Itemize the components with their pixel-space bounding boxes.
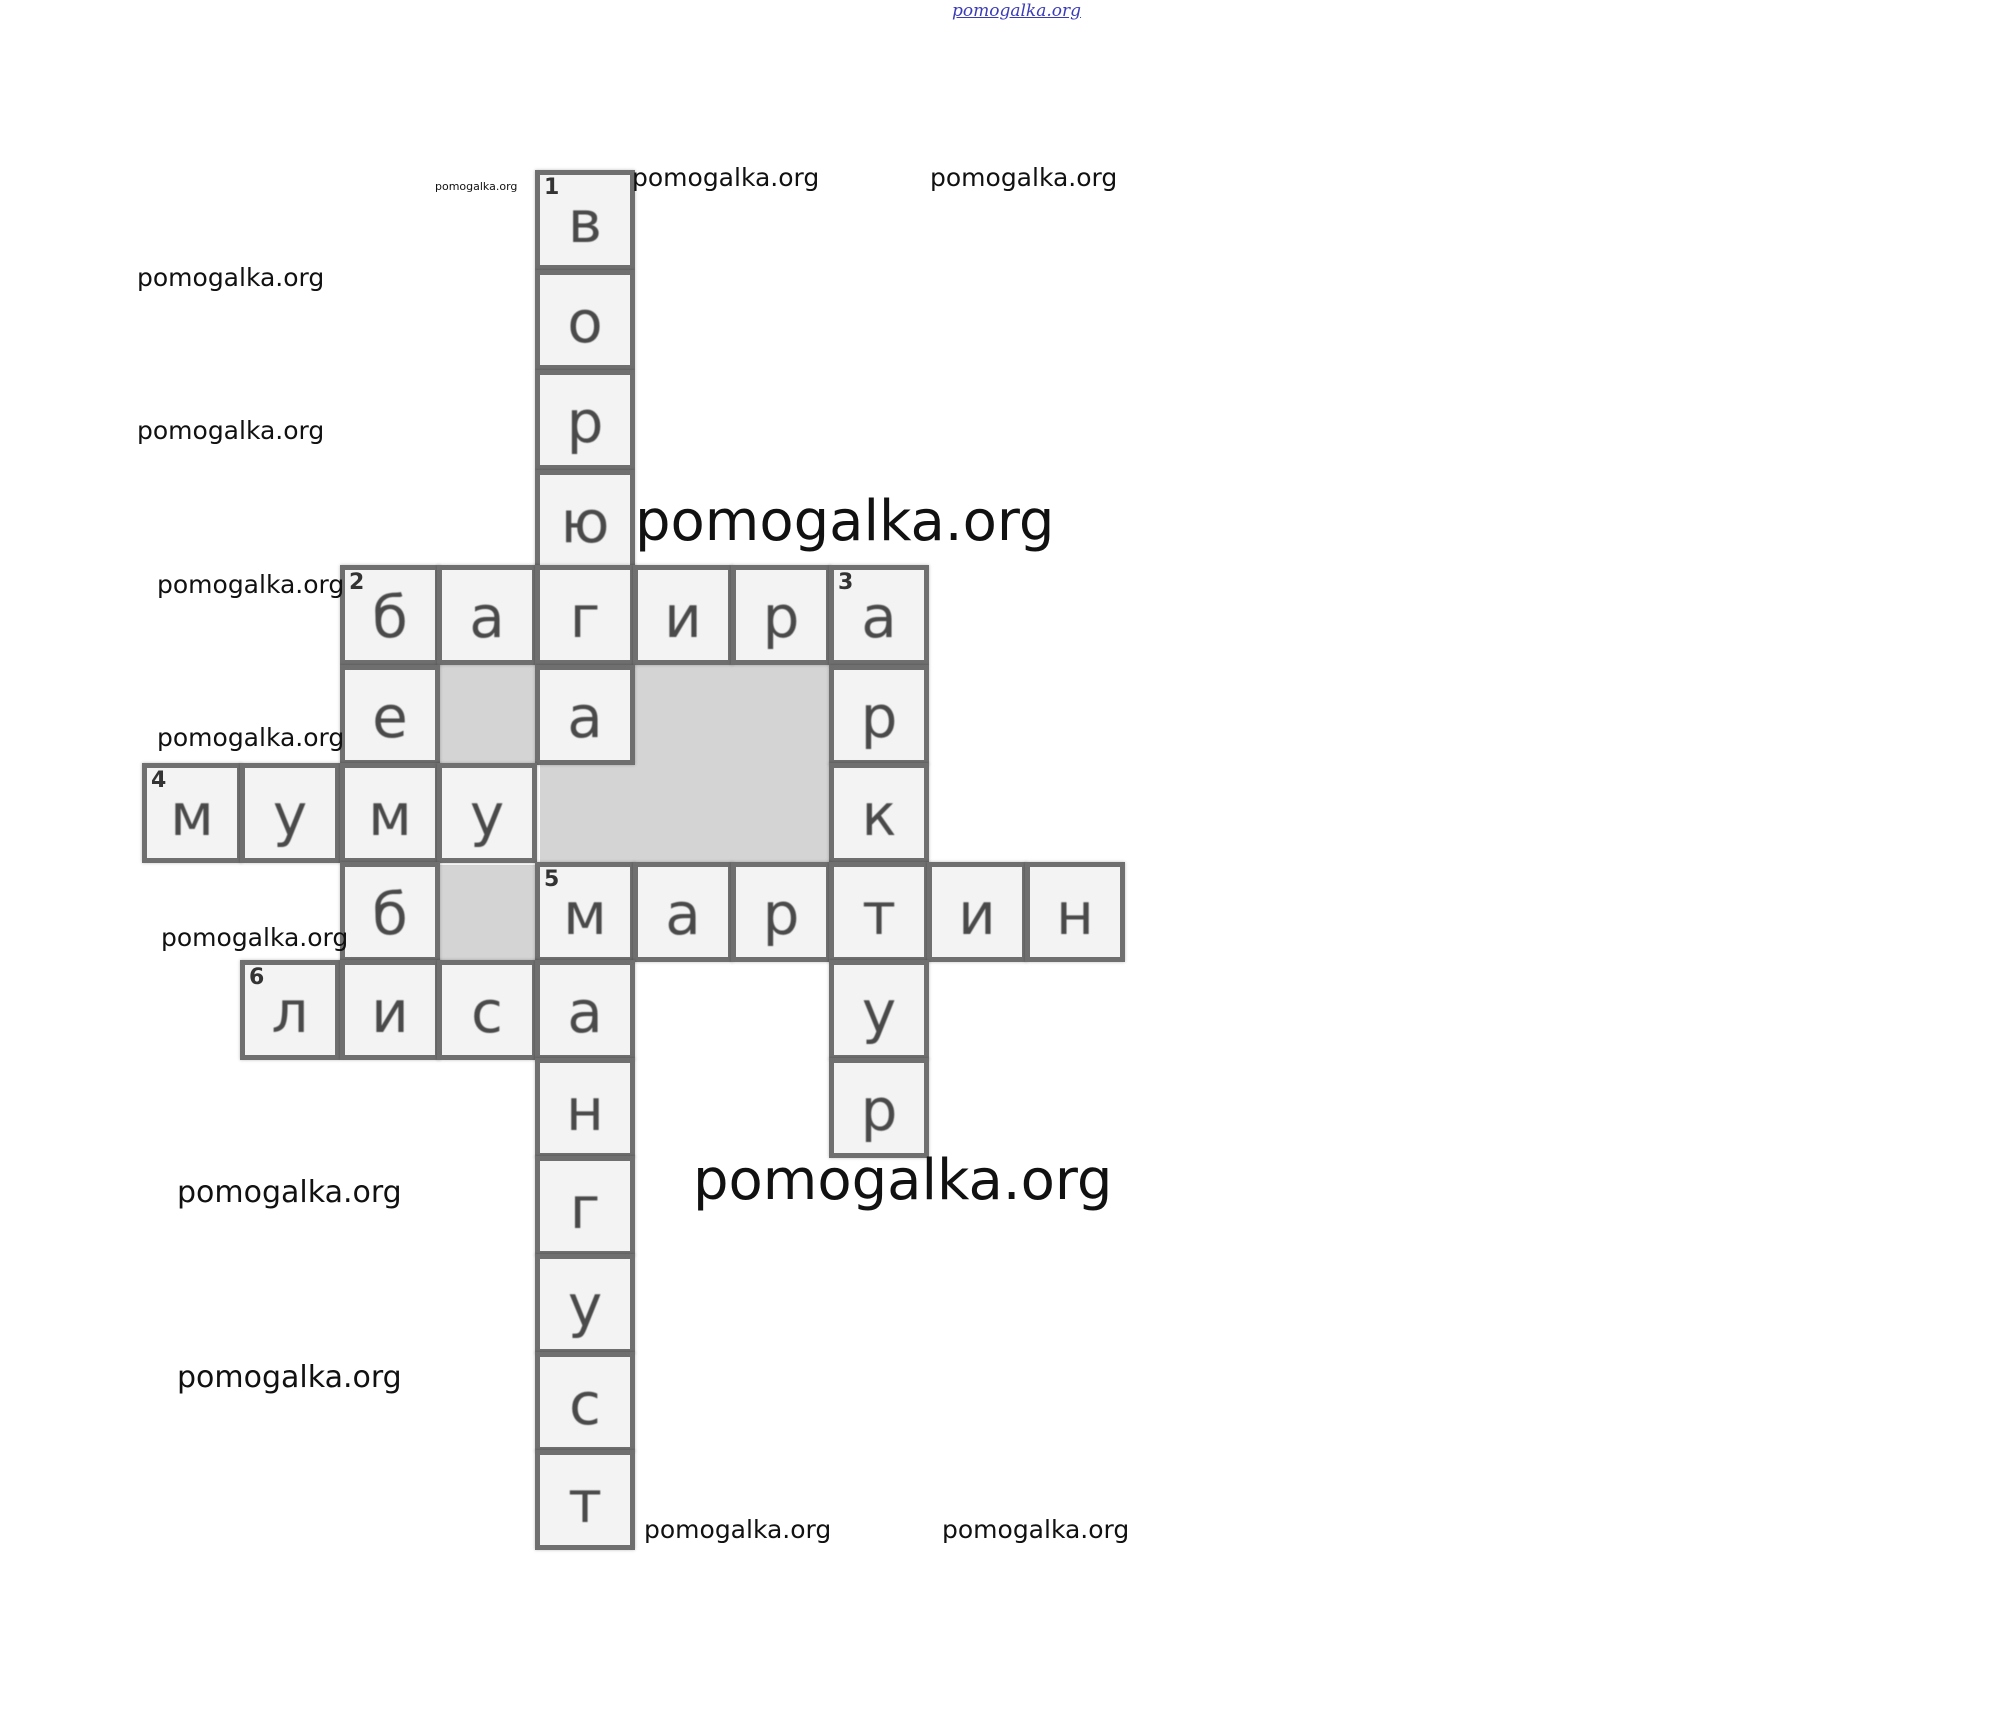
crossword-cell — [829, 565, 929, 665]
cell-letter: и — [958, 880, 996, 948]
crossword-cell — [535, 960, 635, 1060]
crossword-cell — [437, 960, 537, 1060]
watermark: pomogalka.org — [635, 489, 1055, 554]
crossword-cell — [535, 1450, 635, 1550]
shaded-area-1 — [440, 665, 540, 765]
watermark: pomogalka.org — [177, 1360, 402, 1395]
crossword-cell — [535, 862, 635, 962]
cell-letter: а — [861, 583, 897, 651]
cell-letter: а — [567, 978, 603, 1046]
crossword-cell — [535, 565, 635, 665]
crossword-cell — [829, 960, 929, 1060]
cell-letter: р — [860, 683, 898, 751]
crossword-cell — [535, 1254, 635, 1354]
shaded-area-3 — [540, 765, 640, 865]
crossword-cell — [535, 370, 635, 470]
shaded-area-2 — [635, 665, 830, 865]
cell-letter: у — [469, 781, 505, 849]
crossword-cell — [340, 960, 440, 1060]
cell-letter: р — [762, 583, 800, 651]
cell-letter: у — [861, 978, 897, 1046]
cell-letter: в — [567, 188, 603, 256]
watermark: pomogalka.org — [942, 1515, 1130, 1544]
watermark: pomogalka.org — [693, 1148, 1113, 1213]
crossword-cell — [437, 763, 537, 863]
cell-letter: к — [861, 781, 897, 849]
crossword-cell — [340, 763, 440, 863]
crossword-cell — [1025, 862, 1125, 962]
watermark-link-top[interactable]: pomogalka.org — [952, 1, 1082, 21]
crossword-cell — [535, 470, 635, 570]
crossword-cell — [535, 170, 635, 270]
cell-letter: г — [569, 583, 601, 651]
clue-number: 6 — [249, 965, 265, 990]
cell-letter: л — [271, 978, 309, 1046]
crossword-cell — [633, 862, 733, 962]
cell-letter: а — [469, 583, 505, 651]
cell-letter: а — [567, 683, 603, 751]
crossword-cell — [240, 763, 340, 863]
clue-number: 2 — [349, 570, 365, 595]
watermark: pomogalka.org — [161, 923, 349, 952]
cell-letter: м — [563, 880, 607, 948]
cell-letter: ю — [560, 488, 610, 556]
watermark: pomogalka.org — [157, 723, 345, 752]
crossword-cell — [829, 1058, 929, 1158]
cell-letter: и — [664, 583, 702, 651]
crossword-cell — [731, 862, 831, 962]
watermark: pomogalka.org — [435, 180, 518, 193]
crossword-cell — [340, 565, 440, 665]
crossword-cell — [829, 665, 929, 765]
crossword-cell — [731, 565, 831, 665]
cell-letter: с — [471, 978, 503, 1046]
crossword-cell — [535, 1156, 635, 1256]
cell-letter: у — [272, 781, 308, 849]
cell-letter: т — [568, 1468, 602, 1536]
cell-letter: н — [566, 1076, 604, 1144]
cell-letter: р — [860, 1076, 898, 1144]
cell-letter: у — [567, 1272, 603, 1340]
watermark: pomogalka.org — [177, 1175, 402, 1210]
cell-letter: о — [567, 288, 603, 356]
watermark: pomogalka.org — [644, 1515, 832, 1544]
clue-number: 4 — [151, 768, 167, 793]
cell-letter: с — [569, 1370, 601, 1438]
clue-number: 1 — [544, 175, 560, 200]
cell-letter: б — [372, 583, 408, 651]
crossword-cell — [437, 565, 537, 665]
crossword-cell — [535, 1058, 635, 1158]
watermark: pomogalka.org — [157, 570, 345, 599]
cell-letter: е — [372, 683, 408, 751]
cell-letter: м — [368, 781, 412, 849]
crossword-cell — [829, 862, 929, 962]
crossword-cell — [240, 960, 340, 1060]
crossword-cell — [927, 862, 1027, 962]
cell-letter: б — [372, 880, 408, 948]
crossword-cell — [535, 1352, 635, 1452]
crossword-cell — [535, 665, 635, 765]
cell-letter: т — [862, 880, 896, 948]
watermark: pomogalka.org — [137, 416, 325, 445]
watermark: pomogalka.org — [137, 263, 325, 292]
cell-letter: р — [566, 388, 604, 456]
clue-number: 3 — [838, 570, 854, 595]
cell-letter: и — [371, 978, 409, 1046]
crossword-cell — [535, 270, 635, 370]
cell-letter: а — [665, 880, 701, 948]
crossword-cell — [633, 565, 733, 665]
crossword-cell — [340, 665, 440, 765]
cell-letter: н — [1056, 880, 1094, 948]
crossword-cell — [829, 763, 929, 863]
watermark: pomogalka.org — [632, 163, 820, 192]
watermark: pomogalka.org — [930, 163, 1118, 192]
clue-number: 5 — [544, 867, 560, 892]
crossword-cell — [340, 862, 440, 962]
cell-letter: г — [569, 1174, 601, 1242]
cell-letter: р — [762, 880, 800, 948]
shaded-area-4 — [440, 865, 540, 965]
cell-letter: м — [170, 781, 214, 849]
crossword-cell — [142, 763, 242, 863]
